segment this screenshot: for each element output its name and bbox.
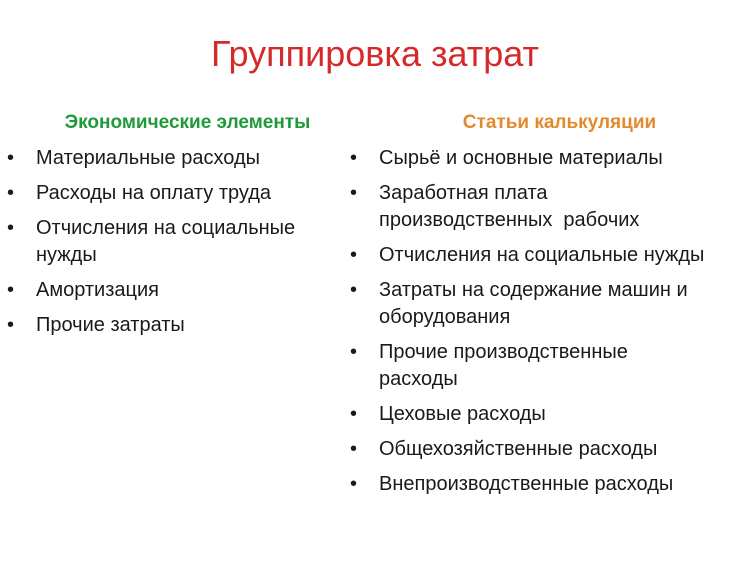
bullet-icon: • <box>350 341 358 363</box>
page-title: Группировка затрат <box>211 33 539 74</box>
bullet-icon: • <box>350 147 358 169</box>
bullet-icon: • <box>350 438 358 460</box>
economic-elements-heading: Экономические элементы <box>64 112 311 133</box>
bullet-icon: • <box>350 182 358 204</box>
list-item: • Затраты на содержание машин и оборудования <box>350 279 688 328</box>
list-item: • Цеховые расходы <box>350 401 745 428</box>
list-item: • Прочие производственные расходы <box>350 341 628 390</box>
list-item: • Отчисления на социальные нужды <box>7 217 296 266</box>
bullet-icon: • <box>350 244 358 266</box>
bullet-icon: • <box>7 217 15 239</box>
list-item: • Заработная плата производственных рабочих <box>350 182 640 231</box>
cost-items-heading: Статьи калькуляции <box>462 112 657 133</box>
bullet-icon: • <box>7 147 15 169</box>
list-item: • Сырьё и основные материалы <box>350 145 745 172</box>
bullet-icon: • <box>7 182 15 204</box>
list-item: • Прочие затраты <box>7 312 352 339</box>
cost-items-list <box>350 145 745 506</box>
list-item: • Общехозяйственные расходы <box>350 436 745 463</box>
list-item: • Амортизация <box>7 277 352 304</box>
list-item: • Расходы на оплату труда <box>7 180 352 207</box>
bullet-icon: • <box>350 473 358 495</box>
bullet-icon: • <box>350 279 358 301</box>
bullet-icon: • <box>7 314 15 336</box>
economic-elements-list <box>7 145 352 347</box>
list-item: • Отчисления на социальные нужды <box>350 242 709 269</box>
list-item: • Внепроизводственные расходы <box>350 471 745 498</box>
list-item: • Материальные расходы <box>7 145 352 172</box>
bullet-icon: • <box>7 279 15 301</box>
bullet-icon: • <box>350 403 358 425</box>
